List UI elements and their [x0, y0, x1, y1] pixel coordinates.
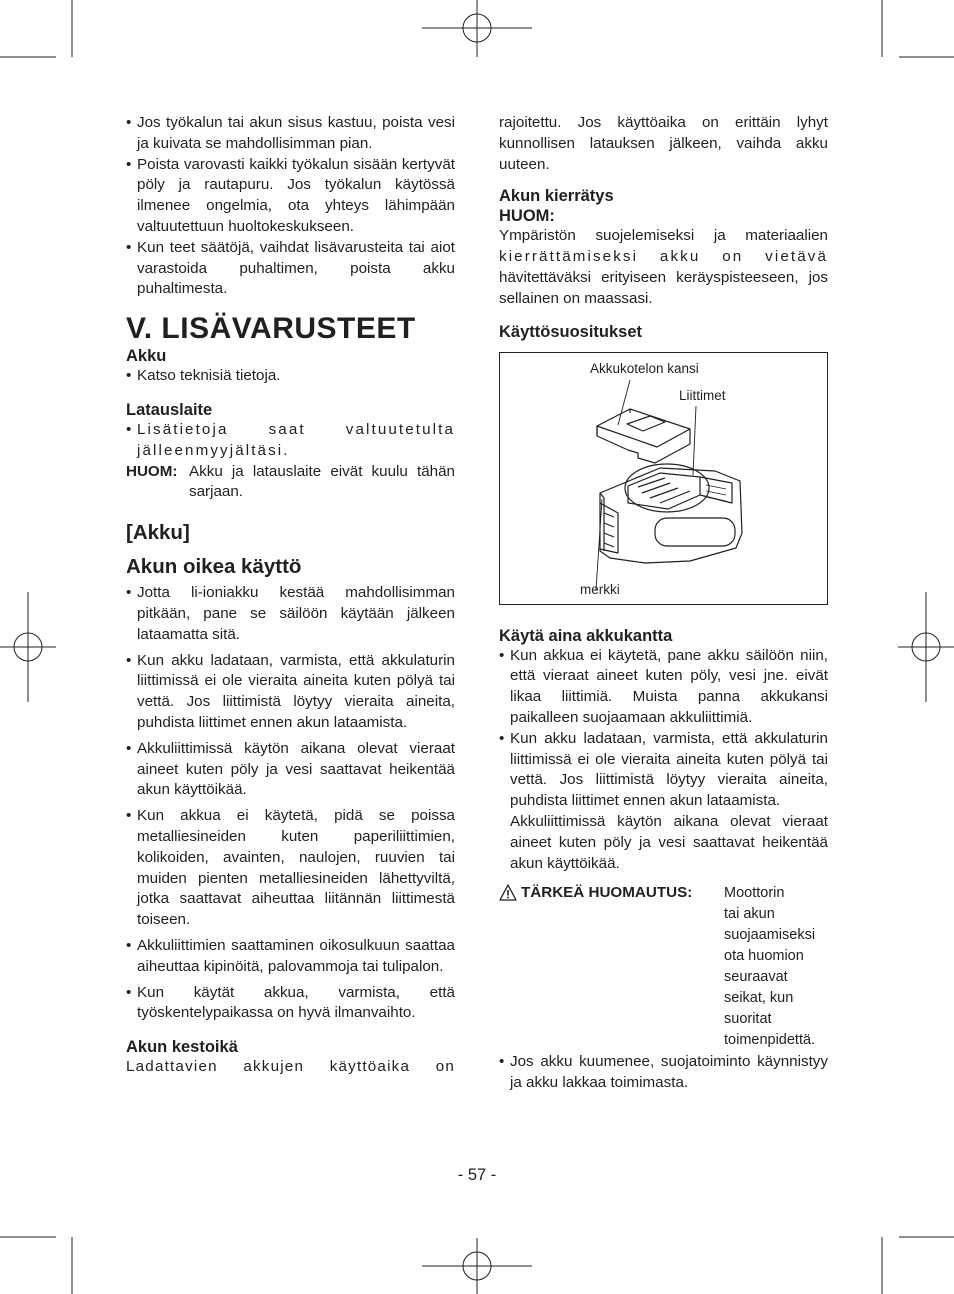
list-item: • Poista varovasti kaikki työkalun sisään kertyvät pöly ja rautapuru. Jos työkalun käytössä ilmenee ongelmia, ota yhteys lähimpään valtuutettuun huoltokeskukseen. — [126, 155, 455, 238]
list-item-text: Kun akku ladataan, varmista, että akkulaturin liittimissä ei ole vieraita aineita kuten pölyä tai vettä. Jos liittimistä löytyy vieraita aineita, puhdista liittimet ennen akun lataamista. — [510, 729, 828, 810]
list-item: • Kun akkua ei käytetä, pane akku säilöön niin, että vieraat aineet kuten pöly, vesi jne. eivät likaa liittimiä. Muista panna akkukansi paikalleen suojaamaan akkuliittimiä. — [499, 646, 828, 729]
registration-mark-right — [898, 592, 954, 702]
suositukset-heading: Käyttösuositukset — [499, 322, 643, 341]
list-item — [499, 729, 828, 875]
kansi-bullet-list — [499, 646, 828, 875]
label-terminals: Liittimet — [679, 387, 726, 403]
akku-use-title: Akun oikea käyttö — [126, 555, 302, 579]
important-notice-text — [724, 883, 828, 1051]
list-item: • Jos työkalun tai akun sisus kastuu, poista vesi ja kuivata se mahdollisimman pian. — [126, 113, 455, 155]
list-item-continuation: Akkuliittimissä käytön aikana olevat vieraat aineet kuten pöly ja vesi saattavat heikentää akun käyttöikää. — [510, 812, 828, 872]
final-bullet-list — [499, 1052, 828, 1094]
important-notice — [499, 883, 828, 1051]
kestoika-continued: rajoitettu. Jos käyttöaika on erittäin lyhyt kunnollisen latauksen jälkeen, vaihda akku uuteen. — [499, 114, 828, 173]
notice-line: suoritat — [724, 1011, 772, 1028]
right-column — [499, 113, 828, 1094]
left-column — [126, 113, 455, 1078]
akku-bullet-list — [126, 366, 455, 387]
list-item: • Akkuliittimissä käytön aikana olevat vieraat aineet kuten pöly ja vesi saattavat heikentää akun käyttöikää. — [126, 739, 455, 801]
registration-mark-left — [0, 592, 56, 702]
registration-mark-top — [422, 0, 532, 57]
latauslaite-heading: Latauslaite — [126, 400, 213, 419]
huom-label: HUOM: — [126, 462, 178, 480]
battery-illustration — [500, 353, 827, 604]
kansi-heading: Käytä aina akkukantta — [499, 626, 673, 645]
latauslaite-bullet-list — [126, 420, 455, 462]
use-bullet-list — [126, 583, 455, 1024]
huom-note — [126, 462, 455, 504]
kestoika-text: Ladattavien akkujen käyttöaika on — [126, 1058, 455, 1076]
important-notice-label: TÄRKEÄ HUOMAUTUS: — [521, 884, 693, 902]
list-item: • Jotta li-ioniakku kestää mahdollisimman pitkään, pane se säilöön käytään jälkeen lataamatta sitä. — [126, 583, 455, 645]
kierratys-heading: Akun kierrätys — [499, 187, 614, 206]
battery-figure — [499, 352, 828, 605]
list-item: • Lisätietoja saat valtuutetulta jälleenmyyjältäsi. — [126, 420, 455, 462]
notice-line: ota huomion — [724, 948, 804, 965]
list-item: • Katso teknisiä tietoja. — [126, 366, 455, 387]
important-notice-label-wrap — [499, 883, 724, 1051]
huom-text: Akku ja latauslaite eivät kuulu tähän sarjaan. — [189, 462, 455, 501]
kierratys-text-1: Ympäristön suojelemiseksi ja materiaalien — [499, 227, 828, 245]
list-item: • Kun käytät akkua, varmista, että työskentelypaikassa on hyvä ilmanvaihto. — [126, 983, 455, 1025]
kestoika-heading: Akun kestoikä — [126, 1038, 238, 1057]
page-number: - 57 - — [457, 1166, 497, 1184]
warning-triangle-icon — [499, 884, 517, 901]
kierratys-text-3: hävitettäväksi erityiseen keräyspisteeseen, jos sellainen on maassasi. — [499, 268, 828, 307]
notice-line: seuraavat — [724, 969, 788, 986]
notice-line: Moottorin — [724, 885, 785, 902]
label-mark: merkki — [580, 581, 620, 597]
list-item: • Kun akku ladataan, varmista, että akkulaturin liittimissä ei ole vieraita aineita kuten pölyä tai vettä. Jos liittimistä löytyy vieraita aineita, puhdista liittimet ennen akun lataamista. — [126, 651, 455, 734]
registration-mark-bottom — [422, 1238, 532, 1294]
list-item: • Jos akku kuumenee, suojatoiminto käynnistyy ja akku lakkaa toimimasta. — [499, 1052, 828, 1094]
notice-line: tai akun — [724, 906, 775, 923]
list-item: • Kun akkua ei käytetä, pidä se poissa metalliesineiden kuten paperiliittimien, kolikoiden, avainten, naulojen, ruuvien tai muiden pienten metalliesineiden lähettyviltä, jotka saattavat aiheuttaa liitännän liittimestä toiseen. — [126, 806, 455, 931]
akku-heading: Akku — [126, 347, 167, 366]
intro-bullet-list — [126, 113, 455, 300]
akku-bracket-title: [Akku] — [126, 521, 190, 545]
list-item: • Akkuliittimien saattaminen oikosulkuun saattaa aiheuttaa kipinöitä, palovammoja tai tulipalon. — [126, 936, 455, 978]
section-title: V. LISÄVARUSTEET — [126, 312, 416, 346]
leader-terminals — [693, 406, 696, 475]
kierratys-text-2: kierrättämiseksi akku on vietävä — [499, 248, 828, 266]
kierratys-huom-label: HUOM: — [499, 207, 555, 226]
label-cover: Akkukotelon kansi — [590, 360, 699, 376]
list-item: • Kun teet säätöjä, vaihdat lisävarusteita tai aiot varastoida puhaltimen, poista akku puhaltimesta. — [126, 238, 455, 300]
notice-line: suojaamiseksi — [724, 927, 816, 944]
notice-line: seikat, kun — [724, 990, 794, 1007]
notice-line: toimenpidettä. — [724, 1032, 816, 1049]
